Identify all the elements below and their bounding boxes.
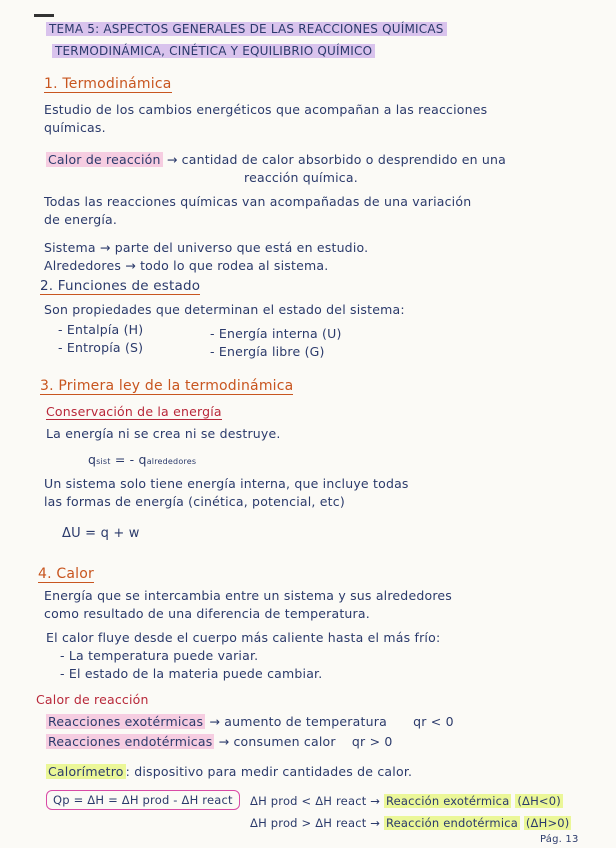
sistema-def: Sistema → parte del universo que está en estudio. [44, 240, 369, 255]
s1-def-line-1: Estudio de los cambios energéticos que acompañan a las reacciones [44, 102, 488, 117]
calor-reaccion-term: Calor de reacción [48, 152, 161, 167]
q-sistema-equation: qsist = - qalrededores [88, 452, 197, 467]
s4-bullet-2: - El estado de la materia puede cambiar. [60, 666, 323, 681]
s2-def: Son propiedades que determinan el estado del sistema: [44, 302, 405, 317]
s4-def-line-2: como resultado de una diferencia de temperatura. [44, 606, 370, 621]
s2-item-entalpia: - Entalpía (H) [58, 322, 144, 337]
s3-un-line-1: Un sistema solo tiene energía interna, que incluye todas [44, 476, 409, 491]
todas-line-2: de energía. [44, 212, 118, 227]
delta-u-formula: ΔU = q + w [62, 526, 140, 541]
s3-un-line-2: las formas de energía (cinética, potencial, etc) [44, 494, 345, 509]
page-number: Pág. 13 [540, 834, 579, 845]
section-2-heading: 2. Funciones de estado [40, 278, 201, 294]
section-3-heading: 3. Primera ley de la termodinámica [40, 378, 294, 394]
title-line-1: TEMA 5: ASPECTOS GENERALES DE LAS REACCIONES QUÍMICAS [46, 22, 447, 36]
section-1-heading: 1. Termodinámica [44, 76, 172, 92]
exotermicas-line: Reacciones exotérmicas → aumento de temperatura qr < 0 [48, 714, 454, 729]
s2-item-energia-libre: - Energía libre (G) [210, 344, 325, 359]
endotermicas-line: Reacciones endotérmicas → consumen calor qr > 0 [48, 734, 393, 749]
title-line-2: TERMODINÁMICA, CINÉTICA Y EQUILIBRIO QUÍMICO [52, 44, 375, 58]
qp-equation-box: Qp = ΔH = ΔH prod - ΔH react [46, 790, 240, 810]
exo-rule-line: ΔH prod < ΔH react → Reacción exotérmica (ΔH<0) [250, 794, 561, 808]
s4-flow: El calor fluye desde el cuerpo más caliente hasta el más frío: [46, 630, 441, 645]
calorimetro-term: Calorímetro [48, 764, 124, 779]
calor-reaccion-subheading: Calor de reacción [36, 692, 149, 707]
s3-subheading: Conservación de la energía [46, 404, 222, 419]
section-4-heading: 4. Calor [38, 566, 94, 582]
calorimetro-line: Calorímetro : dispositivo para medir cantidades de calor. [48, 764, 413, 779]
corner-mark [34, 14, 54, 17]
exotermicas-term: Reacciones exotérmicas [48, 714, 204, 729]
alrededores-def: Alrededores → todo lo que rodea al sistema. [44, 258, 329, 273]
calor-reaccion-line-1: Calor de reacción → cantidad de calor absorbido o desprendido en una [48, 152, 507, 167]
endo-rule-line: ΔH prod > ΔH react → Reacción endotérmica (ΔH>0) [250, 816, 570, 830]
todas-line-1: Todas las reacciones químicas van acompañadas de una variación [44, 194, 472, 209]
endotermicas-term: Reacciones endotérmicas [48, 734, 213, 749]
s2-item-entropia: - Entropía (S) [58, 340, 144, 355]
s1-def-line-2: químicas. [44, 120, 106, 135]
s4-bullet-1: - La temperatura puede variar. [60, 648, 259, 663]
s3-text: La energía ni se crea ni se destruye. [46, 426, 281, 441]
calor-reaccion-line-2: reacción química. [244, 170, 358, 185]
s2-item-energia-interna: - Energía interna (U) [210, 326, 342, 341]
s4-def-line-1: Energía que se intercambia entre un sistema y sus alrededores [44, 588, 452, 603]
